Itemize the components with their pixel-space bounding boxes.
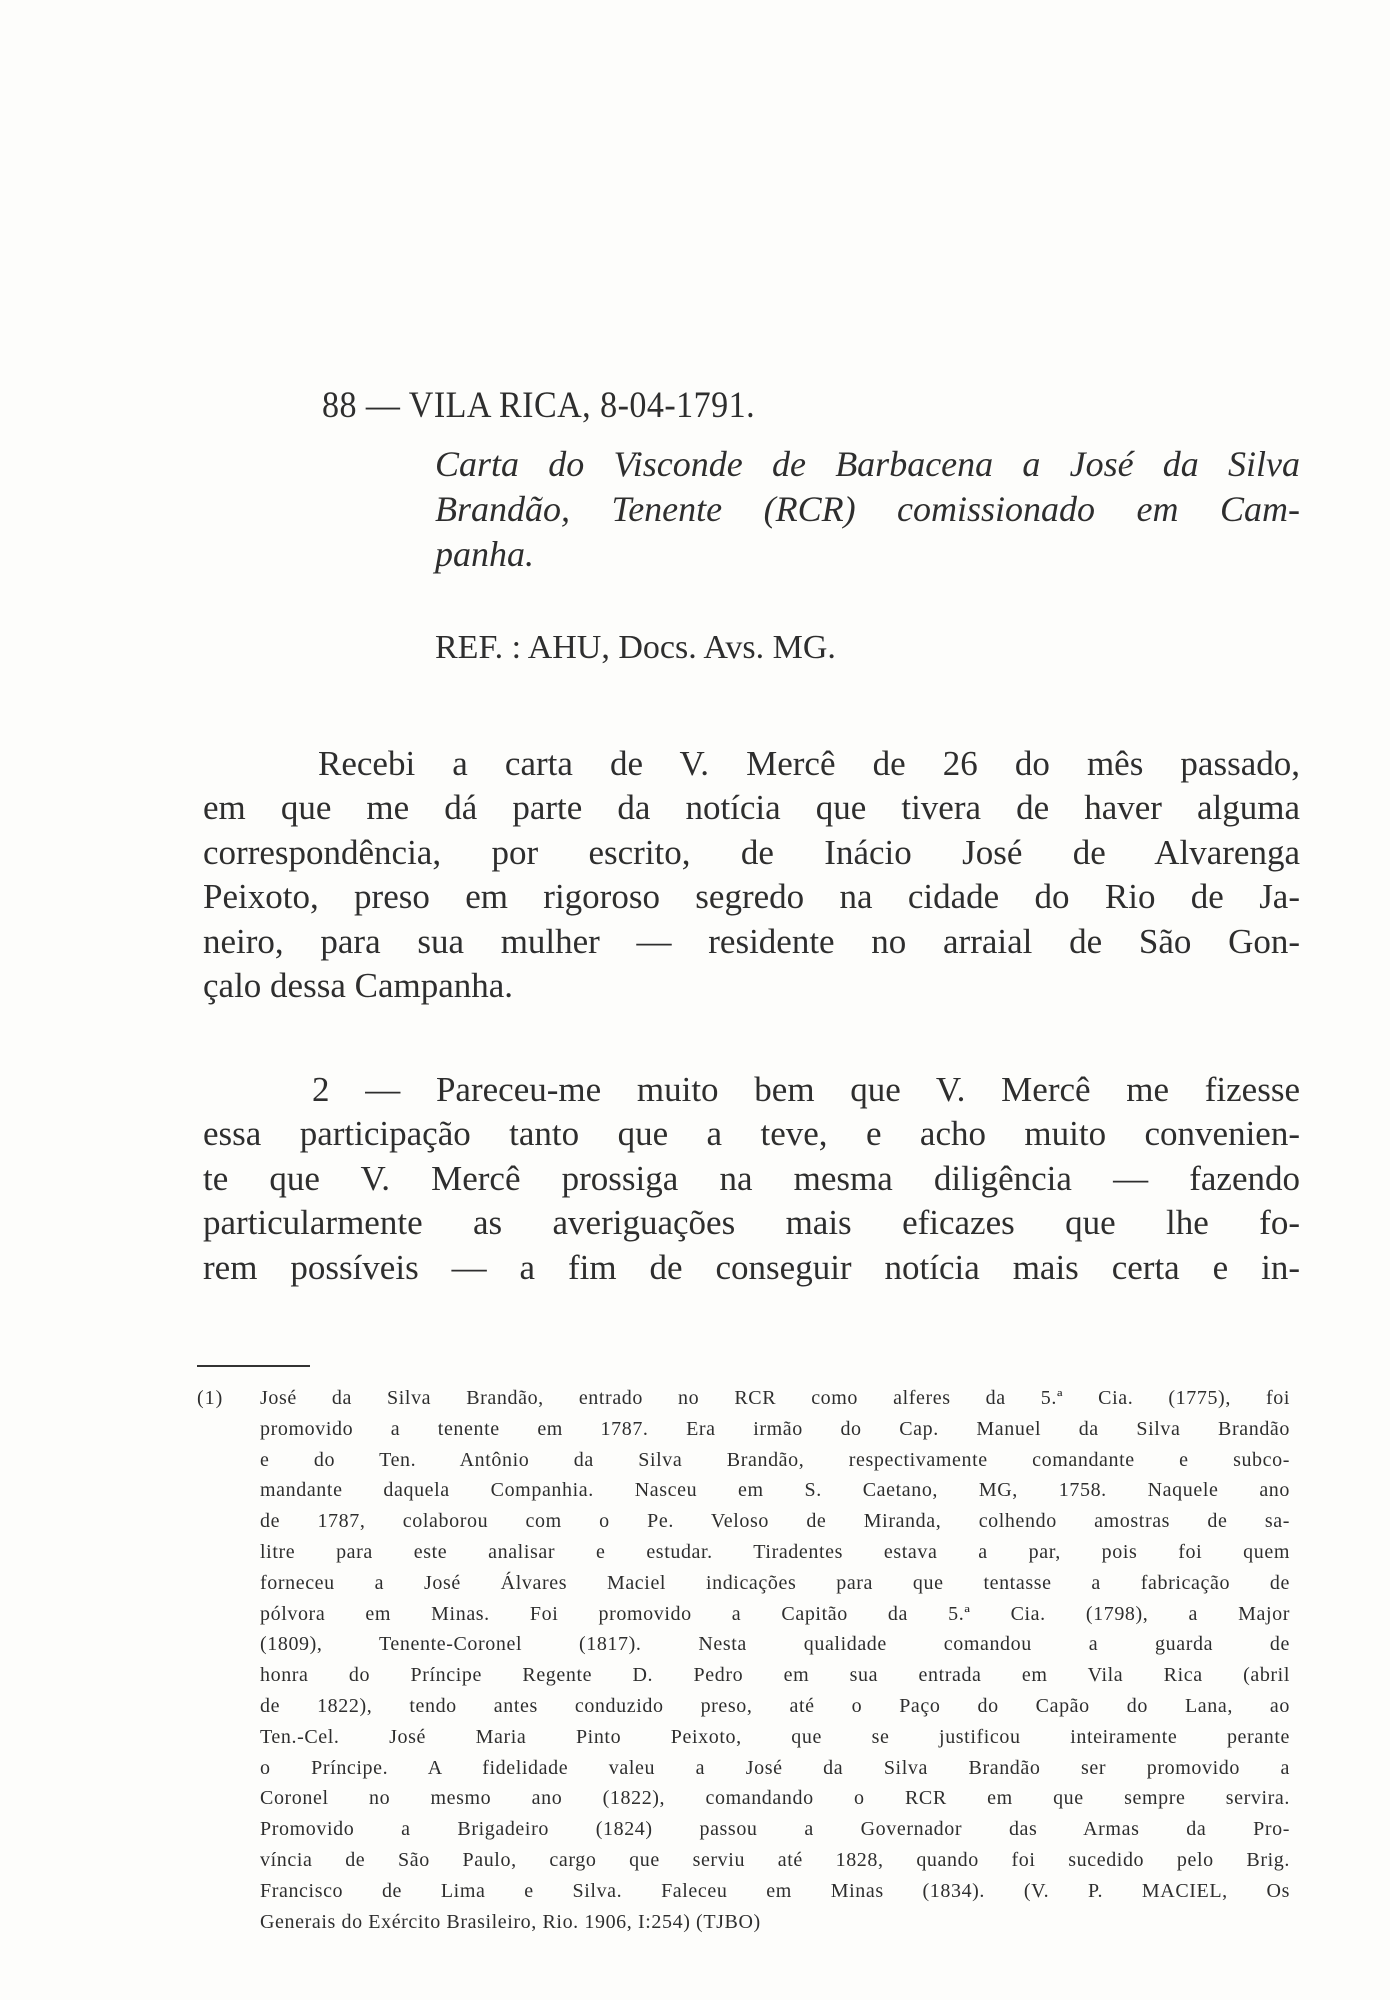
body-line: neiro, para sua mulher — residente no arraial de São Gon- [203,922,1300,961]
footnote-line: Generais do Exército Brasileiro, Rio. 1906, I:254) (TJBO) [260,1910,761,1933]
footnote-line: litre para este analisar e estudar. Tiradentes estava a par, pois foi quem [260,1541,1290,1563]
entry-title-line: panha. [435,534,534,574]
footnote-line: de 1822), tendo antes conduzido preso, até o Paço do Capão do Lana, ao [260,1695,1290,1717]
footnote-line: forneceu a José Álvares Maciel indicações para que tentasse a fabricação de [260,1571,1290,1594]
body-line: essa participação tanto que a teve, e acho muito convenien- [203,1114,1300,1153]
entry-title-line: Carta do Visconde de Barbacena a José da Silva [435,444,1300,484]
body-line: Recebi a carta de V. Mercê de 26 do mês passado, [318,744,1300,783]
body-line: çalo dessa Campanha. [203,966,514,1005]
footnote-line: Francisco de Lima e Silva. Faleceu em Minas (1834). (V. P. MACIEL, Os [260,1879,1290,1902]
entry-title-line: Brandão, Tenente (RCR) comissionado em Cam- [435,489,1300,529]
body-line: rem possíveis — a fim de conseguir notícia mais certa e in- [203,1248,1300,1287]
footnote-line: pólvora em Minas. Foi promovido a Capitão da 5.ª Cia. (1798), a Major [260,1602,1290,1625]
entry-reference: REF. : AHU, Docs. Avs. MG. [435,629,836,666]
footnote-line: Promovido a Brigadeiro (1824) passou a Governador das Armas da Pro- [260,1818,1290,1841]
footnote-line: e do Ten. Antônio da Silva Brandão, respectivamente comandante e subco- [260,1448,1290,1471]
footnote-line: Coronel no mesmo ano (1822), comandando o RCR em que sempre servira. [260,1787,1290,1810]
body-line: particularmente as averiguações mais eficazes que lhe fo- [203,1203,1300,1242]
footnote-marker: (1) [197,1387,224,1409]
footnote-line: víncia de São Paulo, cargo que serviu até 1828, quando foi sucedido pelo Brig. [260,1849,1290,1871]
body-line: correspondência, por escrito, de Inácio José de Alvarenga [203,833,1300,872]
footnote-line: José da Silva Brandão, entrado no RCR como alferes da 5.ª Cia. (1775), foi [260,1387,1290,1409]
body-line: te que V. Mercê prossiga na mesma diligência — fazendo [203,1159,1300,1198]
body-line: Peixoto, preso em rigoroso segredo na cidade do Rio de Ja- [203,877,1300,916]
footnote-line: o Príncipe. A fidelidade valeu a José da Silva Brandão ser promovido a [260,1756,1290,1779]
footnote-line: honra do Príncipe Regente D. Pedro em sua entrada em Vila Rica (abril [260,1664,1290,1687]
footnote-line: (1809), Tenente-Coronel (1817). Nesta qualidade comandou a guarda de [260,1633,1290,1656]
body-line: 2 — Pareceu-me muito bem que V. Mercê me fizesse [312,1070,1300,1109]
footnote-line: promovido a tenente em 1787. Era irmão do Cap. Manuel da Silva Brandão [260,1417,1290,1440]
footnote-rule [197,1365,310,1367]
body-line: em que me dá parte da notícia que tivera de haver alguma [203,788,1300,827]
footnote-line: mandante daquela Companhia. Nasceu em S. Caetano, MG, 1758. Naquele ano [260,1479,1290,1502]
entry-heading: 88 — VILA RICA, 8-04-1791. [322,385,756,426]
footnote-line: Ten.-Cel. José Maria Pinto Peixoto, que se justificou inteiramente perante [260,1725,1290,1748]
footnote-line: de 1787, colaborou com o Pe. Veloso de Miranda, colhendo amostras de sa- [260,1510,1290,1533]
